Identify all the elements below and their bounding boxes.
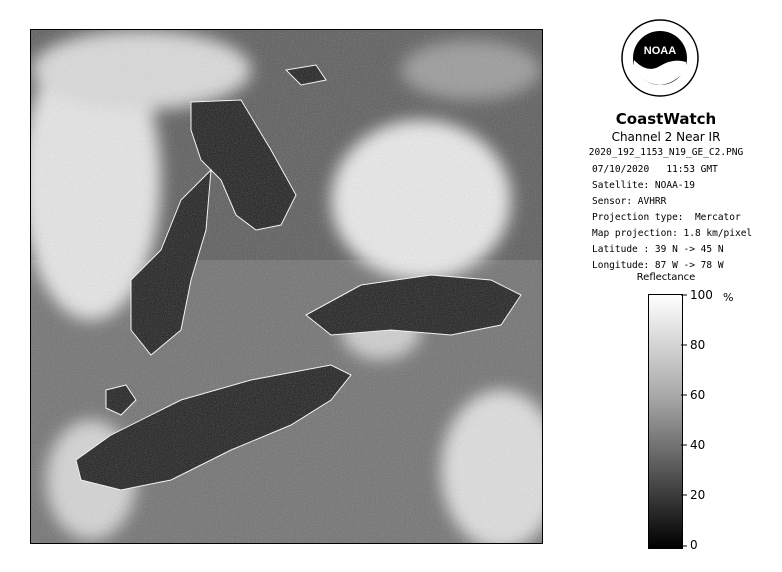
tick-label-20: 20	[690, 488, 706, 502]
sensor-text: Sensor: AVHRR	[592, 196, 667, 207]
noaa-logo	[620, 18, 700, 98]
satellite-text: Satellite: NOAA-19	[592, 180, 695, 191]
channel-subtitle: Channel 2 Near IR	[611, 130, 721, 144]
latitude-text: Latitude : 39 N -> 45 N	[592, 244, 724, 255]
colorbar-ticks	[681, 294, 711, 547]
tick-label-100: 100	[690, 288, 713, 302]
tick-label-40: 40	[690, 438, 706, 452]
tick-label-60: 60	[690, 388, 706, 402]
info-panel	[566, 18, 766, 558]
map-projection-text: Map projection: 1.8 km/pixel	[592, 228, 753, 239]
datetime-text: 07/10/2020 11:53 GMT	[592, 164, 718, 175]
map-image	[31, 30, 542, 543]
legend-title: Reflectance	[636, 272, 696, 283]
unit-label: %	[723, 291, 734, 304]
app-title: CoastWatch	[615, 110, 717, 128]
logo-text: NOAA	[643, 45, 677, 57]
satellite-image-map	[30, 29, 543, 544]
tick-label-0: 0	[690, 538, 698, 552]
reflectance-colorbar	[648, 294, 683, 549]
file-name: 2020_192_1153_N19_GE_C2.PNG	[588, 147, 744, 158]
projection-type-text: Projection type: Mercator	[592, 212, 741, 223]
longitude-text: Longitude: 87 W -> 78 W	[592, 260, 724, 271]
tick-label-80: 80	[690, 338, 706, 352]
